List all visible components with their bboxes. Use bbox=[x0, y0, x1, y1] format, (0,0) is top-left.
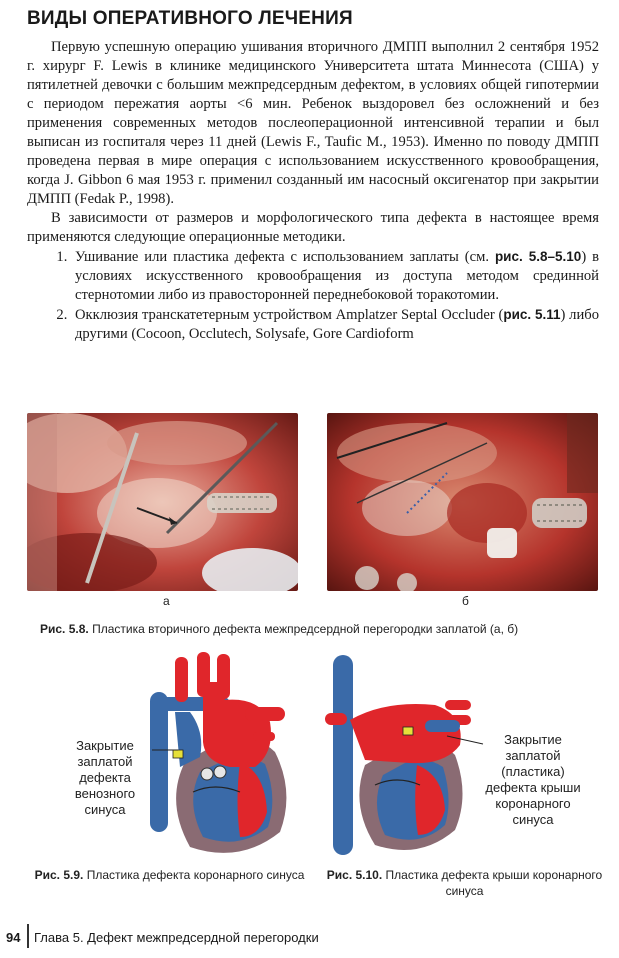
paragraph-methods: В зависимости от размеров и морфологического типа дефекта в настоящее время применяются следующие операционные методики. bbox=[27, 210, 599, 245]
figure-5-10-caption: Рис. 5.10. Пластика дефекта крыши коронарного синуса bbox=[326, 868, 603, 898]
body-text bbox=[27, 38, 599, 344]
page-number: 94 bbox=[6, 930, 21, 945]
surgery-photo-a bbox=[27, 413, 298, 591]
photo-label-a: а bbox=[163, 594, 170, 608]
callout-line-5-10 bbox=[445, 730, 485, 750]
list-item: 2. Окклюзия транскатетерным устройством Amplatzer Septal Occluder (рис. 5.11) либо другими (Cocoon, Occlutech, Solysafe, Gore Cardioform bbox=[71, 305, 599, 344]
callout-line-5-9 bbox=[150, 740, 180, 760]
chapter-title: Глава 5. Дефект межпредсердной перегородки bbox=[34, 930, 319, 945]
figure-5-8-caption: Рис. 5.8. Пластика вторичного дефекта межпредсердной перегородки заплатой (а, б) bbox=[40, 622, 519, 636]
figure-reference: рис. 5.11 bbox=[503, 307, 561, 322]
figure-reference: рис. 5.8–5.10 bbox=[494, 249, 582, 264]
figure-5-9-caption: Рис. 5.9. Пластика дефекта коронарного синуса bbox=[34, 868, 305, 882]
surgery-photo-b bbox=[327, 413, 598, 591]
list-item: 1. Ушивание или пластика дефекта с использованием заплаты (см. рис. 5.8–5.10) в условиях искусственного кровообращения из доступа методом срединной стернотомии либо из правосторонней переднебоковой торакотомии. bbox=[71, 247, 599, 305]
section-heading: ВИДЫ ОПЕРАТИВНОГО ЛЕЧЕНИЯ bbox=[27, 8, 353, 29]
figure-5-10-callout: Закрытие заплатой (пластика) дефекта крыши коронарного синуса bbox=[485, 732, 581, 827]
methods-list bbox=[27, 247, 599, 344]
paragraph-history: Первую успешную операцию ушивания вторичного ДМПП выполнил 2 сентября 1952 г. хирург F. Lewis в клинике медицинского Университета штата Миннесота (США) у пятилетней девочки с большим межпредсердным дефектом, в условиях общей гипотермии с периодом пережатия аорты <6 мин. Ребенок выздоровел без осложнений и без применения современных методов послеоперационной интенсивной терапии и был выписан из госпиталя через 11 дней (Lewis F., Taufic M., 1953). Именно по поводу ДМПП проведена первая в мире операция с использованием искусственного кровообращения, когда J. Gibbon 6 мая 1953 г. применил созданный им насосный оксигенатор при закрытии ДМПП (Fedak P., 1998). bbox=[27, 39, 599, 207]
heart-diagram-5-10 bbox=[325, 655, 475, 860]
footer-divider bbox=[27, 924, 29, 948]
figure-5-9-callout: Закрытие заплатой дефекта венозного синуса bbox=[74, 738, 136, 817]
photo-label-b: б bbox=[462, 594, 469, 608]
